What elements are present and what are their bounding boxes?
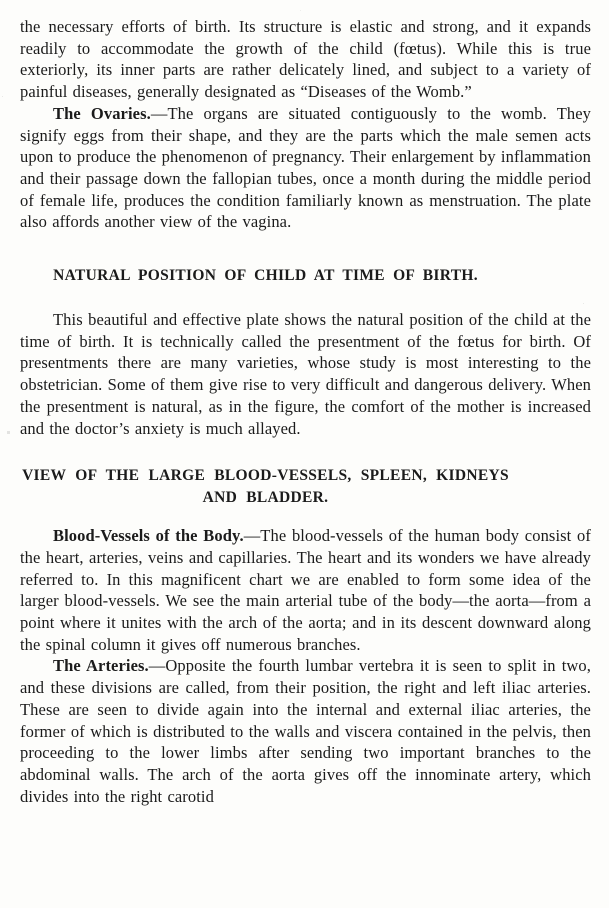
paragraph-womb-diseases: the necessary efforts of birth. Its structure is elastic and strong, and it expands readily to accommodate the growth of the child (fœtus). While this is true exteriorly, its inner parts are rather delicately lined, and subject to a variety of painful diseases, generally designated as “Diseases of the Womb.”	[20, 17, 591, 102]
paragraph-arteries-text: —Opposite the fourth lumbar vertebra it is seen to split in two, and these divisions are called, from their position, the right and left iliac arteries. These are seen to divide again into the internal and external iliac arteries, the former of which is distributed to the walls and viscera contained in the pelvis, then proceeding to the lower limbs after sending two important branches to the abdominal walls. The arch of the aorta gives off the innominate artery, which divides into the right carotid	[20, 656, 592, 806]
paragraph-ovaries-lead: The Ovaries.	[53, 103, 151, 123]
paragraph-presentment: This beautiful and effective plate shows the natural position of the child at the time of birth. It is technically called the presentment of the fœtus for birth. Of presentments there are many varieties, whose study is most interesting to the obstetrician. Some of them give rise to very difficult and dangerous delivery. When the presentment is natural, as in the figure, the comfort of the mother is increased and the doctor’s anxiety is much allayed.	[20, 310, 591, 438]
heading-blood-vessels: VIEW OF THE LARGE BLOOD-VESSELS, SPLEEN, KIDNEYS AND BLADDER.	[22, 467, 509, 507]
paragraph-blood-vessels	[20, 525, 591, 655]
paragraph-blood-vessels-text: —The blood-vessels of the human body consist of the heart, arteries, veins and capillaries. The heart and its wonders we have already referred to. In this magnificent chart we are enabled to form some idea of the larger blood-vessels. We see the main arterial tube of the body—the aorta—from a point where it unites with the arch of the aorta; and in its descent downward along the spinal column it gives off numerous branches.	[20, 526, 591, 654]
paragraph-ovaries-text: —The organs are situated contiguously to the womb. They signify eggs from their shape, and they are the parts which the male semen acts upon to produce the phenomenon of pregnancy. Their enlargement by inflammation and their passage down the fallopian tubes, once a month during the middle period of female life, produces the condition familiarly known as menstruation. The plate also affords another view of the vagina.	[20, 103, 592, 232]
paragraph-arteries-lead: The Arteries.	[53, 656, 149, 676]
heading-natural-position: NATURAL POSITION OF CHILD AT TIME OF BIRTH.	[53, 267, 478, 285]
paragraph-arteries	[20, 655, 591, 807]
paragraph-blood-vessels-lead: Blood-Vessels of the Body.	[53, 526, 244, 546]
paragraph-ovaries	[20, 103, 591, 233]
scan-noise	[0, 0, 1, 1]
